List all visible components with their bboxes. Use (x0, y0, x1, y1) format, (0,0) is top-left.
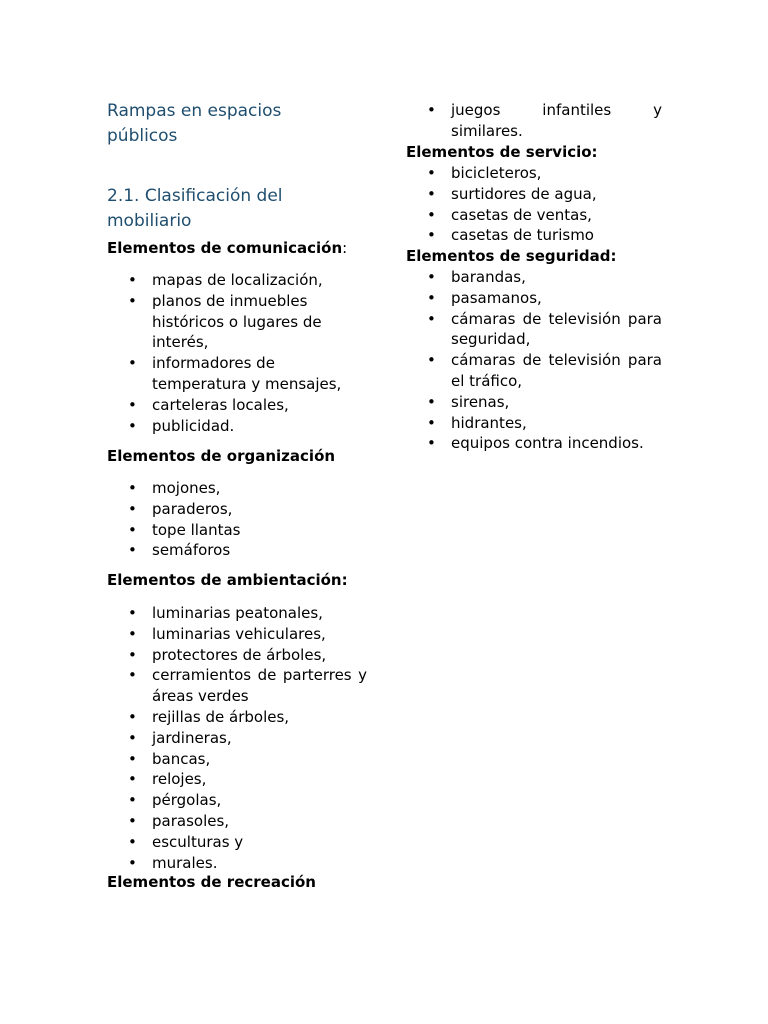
heading-ambientacion: Elementos de ambientación: (107, 571, 348, 589)
list-item: • informadores de temperatura y mensajes, (107, 353, 367, 395)
list-item: • rejillas de árboles, (107, 707, 367, 728)
list-item: • tope llantas (107, 520, 367, 541)
heading-seguridad: Elementos de seguridad: (406, 247, 617, 265)
heading-recreacion: Elementos de recreación (107, 873, 316, 891)
list-item: • planos de inmuebles históricos o lugares de interés, (107, 291, 367, 353)
document-title: Rampas en espacios públicos (107, 101, 282, 146)
list-item: • bancas, (107, 749, 367, 770)
list-item: • casetas de ventas, (406, 205, 662, 226)
list-item: • murales. (107, 853, 367, 874)
list-item: • hidrantes, (406, 413, 662, 434)
list-item: • bicicleteros, (406, 163, 662, 184)
list-item: • paraderos, (107, 499, 367, 520)
list-item: • semáforos (107, 540, 367, 561)
list-seguridad (406, 267, 662, 454)
list-ambientacion (107, 603, 367, 873)
list-item: • relojes, (107, 769, 367, 790)
list-item: • pasamanos, (406, 288, 662, 309)
list-item: • jardineras, (107, 728, 367, 749)
list-item: • esculturas y (107, 832, 367, 853)
list-item: • protectores de árboles, (107, 645, 367, 666)
heading-comunicacion-text: Elementos de comunicación (107, 239, 343, 257)
list-comunicacion (107, 270, 367, 436)
list-item: • barandas, (406, 267, 662, 288)
list-servicio (406, 163, 662, 246)
list-item: • cámaras de televisión para el tráfico, (406, 350, 662, 392)
list-item-juegos (406, 100, 662, 142)
list-item: • sirenas, (406, 392, 662, 413)
list-item: • luminarias vehiculares, (107, 624, 367, 645)
list-item: • parasoles, (107, 811, 367, 832)
list-item: • surtidores de agua, (406, 184, 662, 205)
heading-comunicacion (107, 238, 347, 259)
section-heading: 2.1. Clasificación del mobiliario (107, 186, 283, 231)
list-organizacion (107, 478, 367, 561)
list-item: juegos infantiles y similares. (451, 101, 662, 140)
list-item: • casetas de turismo (406, 225, 662, 246)
list-item: • mojones, (107, 478, 367, 499)
list-item: • pérgolas, (107, 790, 367, 811)
list-item: • luminarias peatonales, (107, 603, 367, 624)
heading-servicio: Elementos de servicio: (406, 143, 598, 161)
list-item: • equipos contra incendios. (406, 433, 662, 454)
list-recreacion (406, 100, 662, 142)
heading-comunicacion-colon: : (342, 239, 348, 257)
list-item: • publicidad. (107, 416, 367, 437)
list-item: • carteleras locales, (107, 395, 367, 416)
list-item: • cámaras de televisión para seguridad, (406, 309, 662, 351)
heading-organizacion: Elementos de organización (107, 447, 336, 465)
list-item: • mapas de localización, (107, 270, 367, 291)
list-item: • cerramientos de parterres y áreas verdes (107, 665, 367, 707)
